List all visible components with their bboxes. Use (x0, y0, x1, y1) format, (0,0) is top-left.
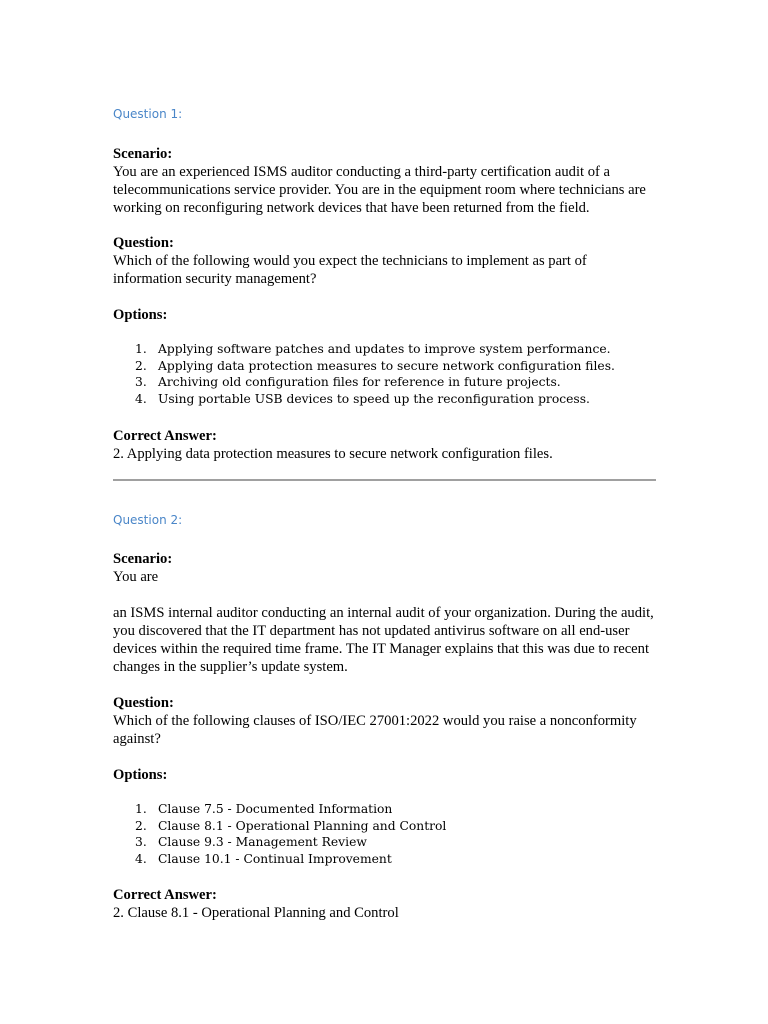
option-text: Clause 9.3 - Management Review (158, 835, 367, 850)
question-label: Question: (113, 695, 174, 711)
question-text: Which of the following clauses of ISO/IEC 27001:2022 would you raise a nonconformity against? (113, 713, 637, 747)
question-2-options-label (113, 766, 658, 784)
option-text: Applying data protection measures to secure network configuration files. (158, 358, 615, 373)
question-1-heading: Question 1: (113, 107, 183, 121)
question-1-options-label (113, 306, 658, 324)
option-text: Applying software patches and updates to improve system performance. (158, 342, 611, 356)
question-label: Question: (113, 235, 174, 251)
option-item (113, 801, 446, 818)
scenario-label: Scenario: (113, 551, 173, 567)
option-item (113, 818, 446, 835)
question-text: Which of the following would you expect the technicians to implement as part of information security management? (113, 253, 587, 287)
option-text: Using portable USB devices to speed up the reconfiguration process. (158, 392, 590, 407)
option-text: Archiving old configuration files for reference in future projects. (158, 375, 561, 390)
scenario-text: You are an experienced ISMS auditor conducting a third-party certification audit of a telecommunications service provider. You are in the equipment room where technicians are working on reconfiguring network devices that have been returned from the field. (113, 164, 646, 216)
section-divider (113, 479, 656, 481)
option-text: Clause 10.1 - Continual Improvement (158, 852, 392, 867)
option-number: 2. (135, 818, 147, 833)
question-1-options-list (113, 341, 615, 408)
question-2-answer (113, 886, 658, 922)
scenario-text-start: You are (113, 569, 159, 585)
answer-text: 2. Applying data protection measures to secure network configuration files. (113, 446, 553, 462)
option-item (113, 341, 615, 358)
answer-label: Correct Answer: (113, 428, 217, 444)
option-item (113, 391, 615, 408)
options-label: Options: (113, 307, 168, 323)
question-1-scenario (113, 145, 658, 217)
option-item (113, 374, 615, 391)
option-number: 4. (135, 392, 147, 407)
question-2-options-list (113, 801, 446, 868)
question-2-scenario (113, 550, 658, 586)
answer-text: 2. Clause 8.1 - Operational Planning and Control (113, 905, 399, 921)
scenario-label: Scenario: (113, 146, 173, 162)
option-number: 4. (135, 852, 147, 867)
option-number: 3. (135, 835, 147, 850)
option-number: 1. (135, 342, 147, 356)
question-2-heading: Question 2: (113, 513, 183, 527)
option-text: Clause 7.5 - Documented Information (158, 802, 393, 816)
answer-label: Correct Answer: (113, 887, 217, 903)
option-number: 3. (135, 375, 147, 390)
option-text: Clause 8.1 - Operational Planning and Control (158, 818, 447, 833)
question-1-question (113, 234, 658, 288)
options-label: Options: (113, 767, 168, 783)
option-item (113, 851, 446, 868)
option-number: 2. (135, 358, 147, 373)
option-item (113, 358, 615, 375)
question-1-answer (113, 427, 658, 463)
question-2-scenario-continued: an ISMS internal auditor conducting an internal audit of your organization. During the audit, you discovered that the IT department has not updated antivirus software on all end-user devices within the required time frame. The IT Manager explains that this was due to recent changes in the supplier’s update system. (113, 605, 654, 675)
option-item (113, 834, 446, 851)
question-2-question (113, 694, 658, 748)
option-number: 1. (135, 802, 147, 816)
